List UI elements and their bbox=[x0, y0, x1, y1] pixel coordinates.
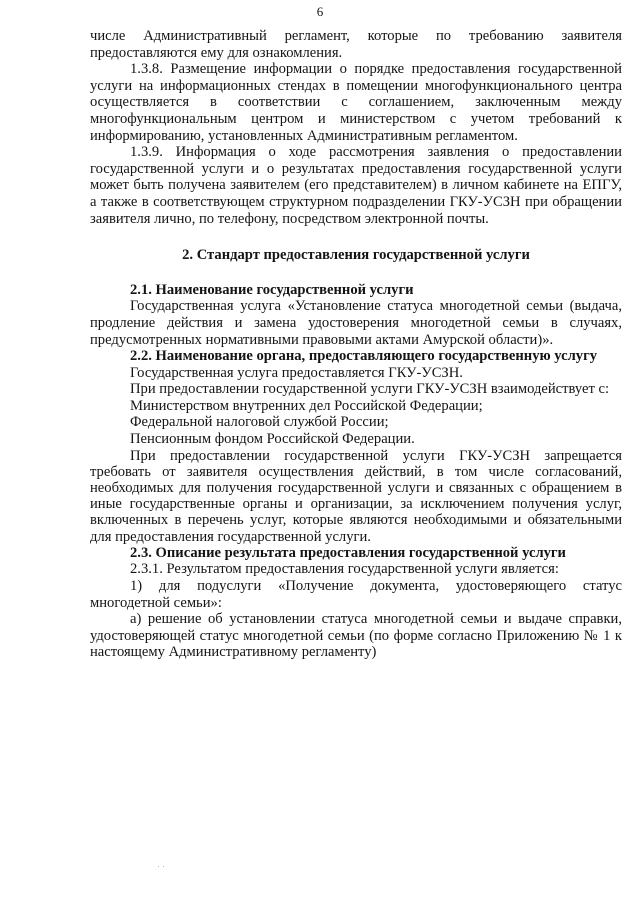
paragraph-2-2-a: Государственная услуга предоставляется ГКУ-УСЗН. bbox=[130, 364, 463, 381]
paragraph-2-2-c: При предоставлении государственной услуги ГКУ-УСЗН запрещается требовать от заявителя осуществления действий, в том числе согласований, необходимых для получения государственной услуги и связанных с обращением в иные государственные органы и организации, за исключением получения услуг, включенных в перечень услуг, которые являются необходимыми и обязательными для предоставления государственной услуги. bbox=[90, 447, 622, 545]
subsection-heading-2-3: 2.3. Описание результата предоставления государственной услуги bbox=[130, 544, 566, 561]
list-item: Пенсионным фондом Российской Федерации. bbox=[130, 431, 415, 448]
spacer bbox=[90, 227, 622, 247]
paragraph-continuation: числе Административный регламент, которые по требованию заявителя предоставляются ему для ознакомления. bbox=[90, 28, 622, 61]
paragraph-1-3-9: 1.3.9. Информация о ходе рассмотрения заявления о предоставлении государственной услуги и о результатах предоставления государственной услуги может быть получена заявителем (его представителем) в личном кабинете на ЕПГУ, а также в соответствующем структурном подразделении ГКУ-УСЗН при обращении заявителя лично, по телефону, посредством электронной почты. bbox=[90, 144, 622, 227]
scan-speck bbox=[158, 866, 159, 867]
paragraph-2-1: Государственная услуга «Установление статуса многодетной семьи (выдача, продление действия и замена удостоверения многодетной семьи в случаях, предусмотренных нормативными правовыми актами Амурской области)». bbox=[90, 298, 622, 348]
list-item: Министерством внутренних дел Российской Федерации; bbox=[130, 397, 483, 414]
paragraph-2-2-b: При предоставлении государственной услуги ГКУ-УСЗН взаимодействует с: bbox=[130, 381, 610, 398]
subsection-heading-2-1: 2.1. Наименование государственной услуги bbox=[130, 281, 414, 298]
document-body bbox=[90, 28, 622, 661]
scan-speck bbox=[163, 866, 164, 867]
section-heading: 2. Стандарт предоставления государственной услуги bbox=[182, 247, 530, 264]
paragraph-2-3-1: 2.3.1. Результатом предоставления государственной услуги является: bbox=[130, 561, 559, 578]
subsection-heading-2-2: 2.2. Наименование органа, предоставляющего государственную услугу bbox=[130, 348, 598, 365]
paragraph-1-3-8: 1.3.8. Размещение информации о порядке предоставления государственной услуги на информационных стендах в помещении многофункционального центра осуществляется в соответствии с соглашением, заключенным между многофункциональным центром и министерством с учетом требований к информированию, установленных Административным регламентом. bbox=[90, 61, 622, 144]
paragraph-2-3-1-item-1: 1) для подуслуги «Получение документа, удостоверяющего статус многодетной семьи»: bbox=[90, 578, 622, 611]
page-number: 6 bbox=[316, 4, 324, 19]
spacer bbox=[90, 264, 622, 282]
paragraph-2-3-1-item-1a: а) решение об установлении статуса многодетной семьи и выдаче справки, удостоверяющей статус многодетной семьи (по форме согласно Приложению № 1 к настоящему Административному регламенту) bbox=[90, 611, 622, 661]
list-item: Федеральной налоговой службой России; bbox=[130, 414, 389, 431]
